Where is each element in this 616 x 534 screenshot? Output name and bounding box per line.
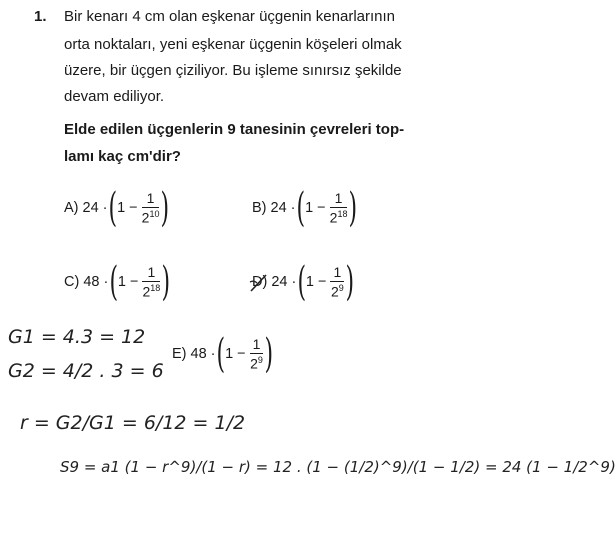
option-a-numerator: 1 (146, 190, 155, 207)
option-e-denominator (250, 355, 263, 372)
option-d-coefficient: 24 (271, 274, 288, 290)
handwritten-ratio: r = G2/G1 = 6/12 = 1/2 (20, 412, 246, 434)
option-b[interactable] (252, 185, 358, 231)
option-a-label: A) (64, 200, 79, 216)
option-e-one: 1 (225, 346, 234, 362)
left-paren: ( (108, 185, 118, 231)
option-e-minus: − (237, 346, 246, 362)
answer-check-mark-icon (248, 272, 270, 294)
prompt-line-2: lamı kaç cm'dir? (64, 148, 181, 165)
option-a-one: 1 (117, 200, 126, 216)
fraction-bar (142, 207, 160, 208)
option-c[interactable] (64, 259, 171, 305)
option-b-label: B) (252, 200, 267, 216)
stem-line-4: devam ediliyor. (64, 88, 165, 105)
option-e-label: E) (172, 346, 187, 362)
option-a-denominator (142, 209, 160, 226)
option-d-denominator (331, 283, 344, 300)
multiply-dot: · (291, 274, 297, 290)
fraction-bar (330, 281, 344, 282)
option-b-denominator (330, 209, 348, 226)
option-d-numerator: 1 (333, 264, 342, 281)
option-c-den-exp: 18 (150, 283, 161, 294)
multiply-dot: · (102, 200, 108, 216)
multiply-dot: · (103, 274, 109, 290)
handwritten-g2: G2 = 4/2 . 3 = 6 (8, 360, 164, 382)
option-c-numerator: 1 (147, 264, 156, 281)
option-c-denominator (142, 283, 160, 300)
handwritten-g1: G1 = 4.3 = 12 (8, 326, 146, 348)
option-a-den-exp: 10 (149, 209, 160, 220)
option-c-one: 1 (117, 274, 126, 290)
prompt-line-1: Elde edilen üçgenlerin 9 tanesinin çevreleri top- (64, 121, 405, 138)
right-paren: ) (348, 185, 358, 231)
option-a-den-base: 2 (141, 209, 150, 226)
stem-line-3: üzere, bir üçgen çiziliyor. Bu işleme sınırsız şekilde (64, 62, 402, 79)
option-d-fraction (330, 264, 344, 300)
option-d-den-exp: 9 (338, 283, 344, 294)
multiply-dot: · (210, 346, 216, 362)
option-d-one: 1 (305, 274, 314, 290)
option-c-label: C) (64, 274, 80, 290)
right-paren: ) (161, 259, 171, 305)
option-d-den-base: 2 (330, 283, 339, 300)
option-a-coefficient: 24 (82, 200, 99, 216)
fraction-bar (330, 207, 348, 208)
option-e-coefficient: 48 (190, 346, 207, 362)
right-paren: ) (264, 331, 274, 377)
multiply-dot: · (290, 200, 296, 216)
option-e-den-base: 2 (250, 355, 258, 372)
option-a[interactable] (64, 185, 170, 231)
option-d[interactable] (252, 259, 355, 305)
option-c-coefficient: 48 (83, 274, 100, 290)
option-b-coefficient: 24 (270, 200, 287, 216)
option-a-minus: − (129, 200, 138, 216)
left-paren: ( (216, 331, 226, 377)
stem-line-2: orta noktaları, yeni eşkenar üçgenin köşeleri olmak (64, 36, 402, 53)
option-b-fraction (330, 190, 348, 226)
stem-line-1: Bir kenarı 4 cm olan eşkenar üçgenin kenarlarının (64, 8, 396, 25)
right-paren: ) (345, 259, 355, 305)
option-c-fraction (142, 264, 160, 300)
option-e-den-exp: 9 (257, 355, 263, 366)
option-b-one: 1 (305, 200, 314, 216)
option-e[interactable] (172, 331, 274, 377)
option-e-numerator: 1 (252, 336, 261, 353)
option-b-minus: − (317, 200, 326, 216)
option-e-fraction (250, 336, 264, 372)
option-b-den-exp: 18 (337, 209, 348, 220)
right-paren: ) (160, 185, 170, 231)
option-a-fraction (142, 190, 160, 226)
option-b-den-base: 2 (329, 209, 338, 226)
left-paren: ( (296, 185, 306, 231)
left-paren: ( (109, 259, 119, 305)
option-d-label: D) (252, 274, 268, 290)
fraction-bar (250, 353, 264, 354)
handwritten-sum: S9 = a1 (1 − r^9)/(1 − r) = 12 . (1 − (1/2)^9)/(1 − 1/2) = 24 (1 − 1/2^9) (60, 458, 616, 476)
question-number: 1. (34, 8, 47, 25)
option-c-den-base: 2 (142, 283, 151, 300)
left-paren: ( (297, 259, 307, 305)
option-d-minus: − (317, 274, 327, 290)
option-b-numerator: 1 (334, 190, 343, 207)
option-d-label-wrap (252, 274, 267, 290)
option-c-minus: − (129, 274, 139, 290)
fraction-bar (142, 281, 160, 282)
